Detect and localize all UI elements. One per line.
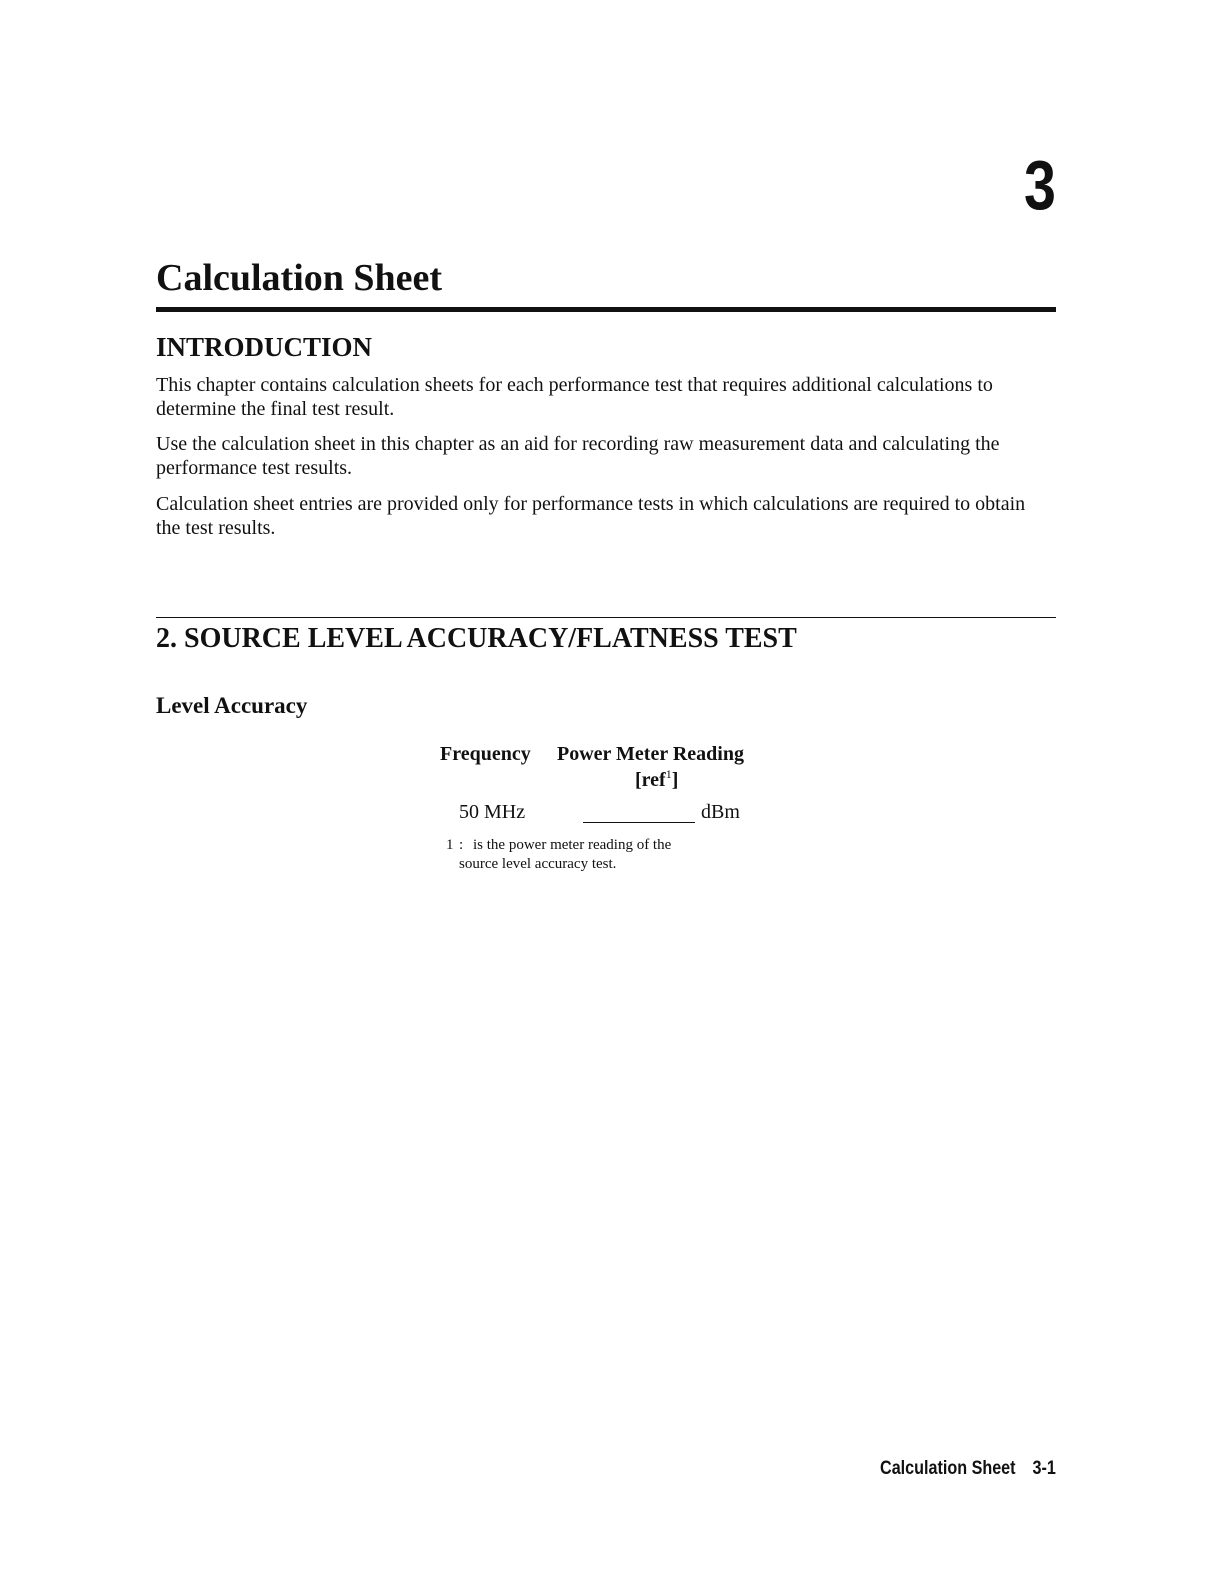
- ref-label-text: [ref: [635, 769, 666, 791]
- page-footer: [880, 1458, 1056, 1480]
- power-meter-column-header: Power Meter Reading: [557, 743, 744, 765]
- power-meter-ref-label: [635, 767, 678, 792]
- title-rule: [156, 307, 1056, 312]
- power-reading-entry-line: [583, 822, 695, 823]
- footnote-separator: :: [459, 837, 464, 853]
- intro-paragraph-3: Calculation sheet entries are provided only for performance tests in which calculations are required to obtain the test results.: [156, 493, 1026, 539]
- level-accuracy-heading: Level Accuracy: [156, 693, 308, 718]
- footnote-text-1: is the power meter reading of the: [473, 837, 672, 853]
- footnote-line-1: [446, 836, 766, 855]
- power-unit-cell: dBm: [701, 801, 740, 823]
- footer-title: Calculation Sheet: [880, 1458, 1016, 1479]
- section-divider: [156, 617, 1056, 618]
- table-footnote: [446, 836, 766, 874]
- frequency-cell: 50 MHz: [459, 801, 526, 823]
- section-2-heading: 2. SOURCE LEVEL ACCURACY/FLATNESS TEST: [156, 623, 797, 654]
- footnote-line-2: source level accuracy test.: [459, 856, 617, 872]
- footnote-marker: 1: [665, 767, 672, 781]
- footnote-number: 1: [446, 837, 454, 853]
- intro-paragraph-1: This chapter contains calculation sheets for each performance test that requires additional calculations to determine the final test result.: [156, 374, 993, 420]
- frequency-column-header: Frequency: [440, 743, 531, 765]
- footer-page-number: 3-1: [1032, 1458, 1056, 1479]
- introduction-heading: INTRODUCTION: [156, 332, 373, 362]
- chapter-title: Calculation Sheet: [156, 257, 443, 299]
- ref-label-close: ]: [671, 769, 679, 791]
- chapter-number: 3: [1024, 146, 1056, 224]
- intro-paragraph-2: Use the calculation sheet in this chapter as an aid for recording raw measurement data and calculating the performance test results.: [156, 433, 1000, 479]
